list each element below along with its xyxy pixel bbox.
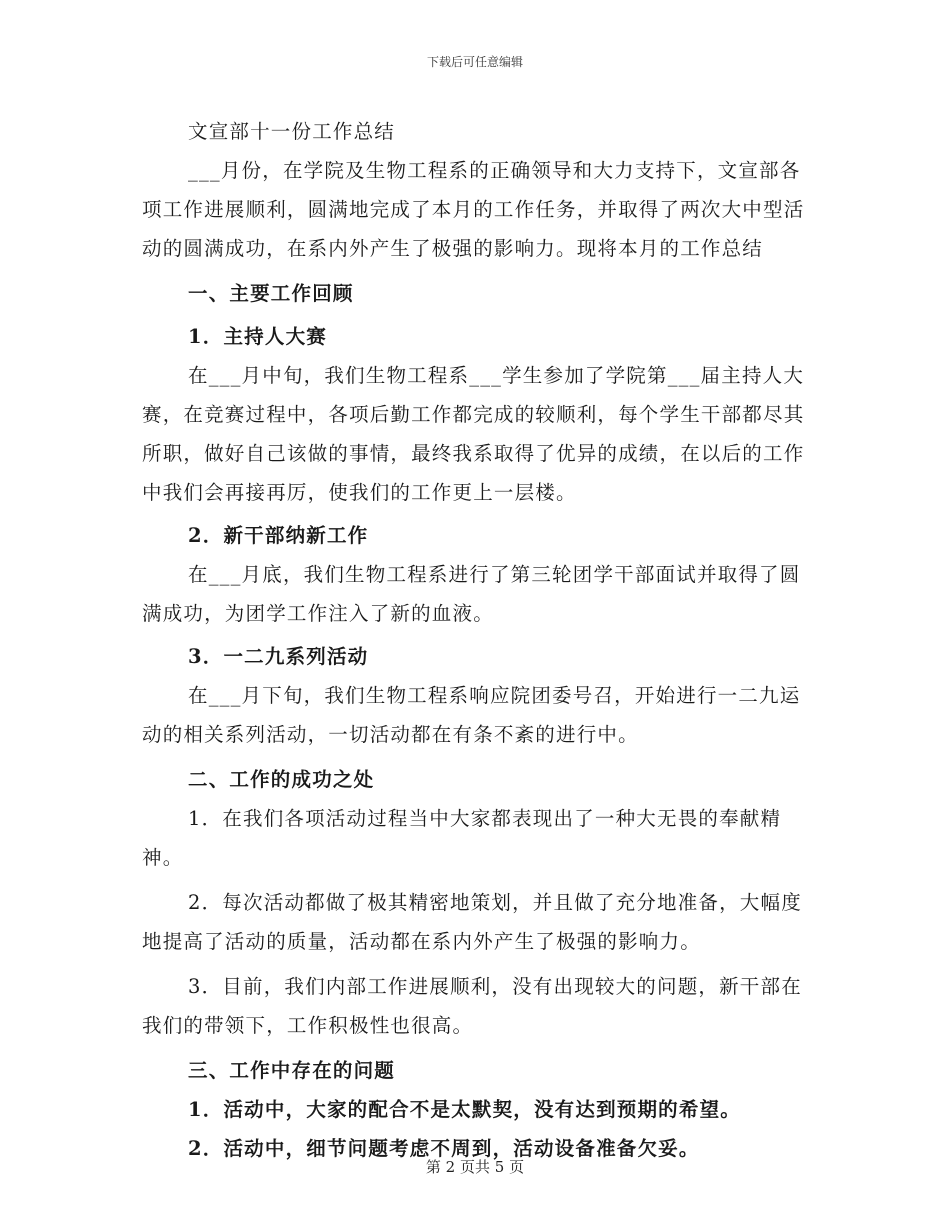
page-footer: 第 2 页共 5 页 <box>425 1158 525 1176</box>
section-1-item-3-title: 3．一二九系列活动 <box>188 645 369 668</box>
section-3-item-1: 1．活动中，大家的配合不是太默契，没有达到预期的希望。 <box>188 1098 741 1121</box>
section-2-item-1: 1．在我们各项活动过程当中大家都表现出了一种大无畏的奉献精神。 <box>142 807 782 869</box>
section-1-item-1-title: 1．主持人大赛 <box>188 325 327 348</box>
section-2-item-2: 2．每次活动都做了极其精密地策划，并且做了充分地准备，大幅度地提高了活动的质量，活动都在系内外产生了极强的影响力。 <box>142 891 802 953</box>
intro-paragraph: ___月份，在学院及生物工程系的正确领导和大力支持下，文宣部各项工作进展顺利，圆满地完成了本月的工作任务，并取得了两次大中型活动的圆满成功，在系内外产生了极强的影响力。现将本月的工作总结 <box>142 159 805 260</box>
section-2-heading: 二、工作的成功之处 <box>188 768 375 791</box>
section-1-item-1-body: 在___月中旬，我们生物工程系___学生参加了学院第___届主持人大赛，在竞赛过程中，各项后勤工作都完成的较顺利，每个学生干部都尽其所职，做好自己该做的事情，最终我系取得了优异的成绩，在以后的工作中我们会再接再厉，使我们的工作更上一层楼。 <box>142 364 805 504</box>
section-3-heading: 三、工作中存在的问题 <box>188 1059 396 1082</box>
section-1-item-3-body: 在___月下旬，我们生物工程系响应院团委号召，开始进行一二九运动的相关系列活动，一切活动都在有条不紊的进行中。 <box>142 684 801 746</box>
document-body <box>142 112 814 1168</box>
section-3-item-2: 2．活动中，细节问题考虑不周到，活动设备准备欠妥。 <box>188 1137 700 1160</box>
section-1-heading: 一、主要工作回顾 <box>188 282 354 305</box>
section-1-item-2-title: 2．新干部纳新工作 <box>188 524 369 547</box>
document-title: 文宣部十一份工作总结 <box>188 120 396 143</box>
section-1-item-2-body: 在___月底，我们生物工程系进行了第三轮团学干部面试并取得了圆满成功，为团学工作注入了新的血液。 <box>142 563 801 625</box>
section-2-item-3: 3．目前，我们内部工作进展顺利，没有出现较大的问题，新干部在我们的带领下，工作积极性也很高。 <box>142 975 802 1037</box>
page-header: 下载后可任意编辑 <box>426 55 523 69</box>
